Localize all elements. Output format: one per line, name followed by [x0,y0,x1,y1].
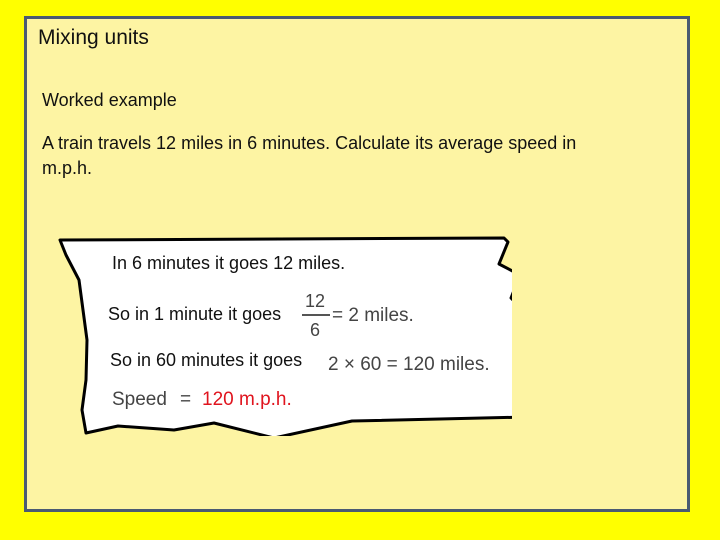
slide-title: Mixing units [38,26,149,49]
problem-statement: A train travels 12 miles in 6 minutes. Calculate its average speed in m.p.h. [42,133,577,178]
working-line-2-text: So in 1 minute it goes [108,304,282,324]
speed-equals: = [180,389,192,410]
slide-subtitle: Worked example [42,90,177,110]
fraction-denominator: 6 [309,320,320,340]
speed-answer: 120 m.p.h. [202,389,292,410]
working-line-2-result: = 2 miles. [332,305,414,326]
fraction-bar [302,314,330,316]
fraction-numerator: 12 [304,291,326,311]
speed-label: Speed [112,389,167,410]
working-card [52,220,512,436]
working-line-1: In 6 minutes it goes 12 miles. [112,253,346,273]
working-line-3-math: 2 × 60 = 120 miles. [328,354,490,375]
working-line-3-text: So in 60 minutes it goes [110,350,303,370]
